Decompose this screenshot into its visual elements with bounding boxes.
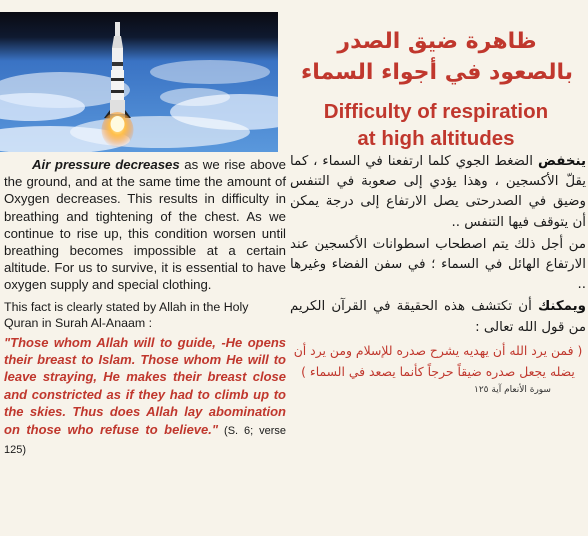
- english-title-line1: Difficulty of respiration: [323, 100, 549, 123]
- english-column: [4, 156, 286, 459]
- english-quote-text: "Those whom Allah will to guide, -He opens their breast to Islam. Those whom He will to leave straying, He makes their breast close and constricted as if they had to climb up to the skies. Thus does Allah lay abomination on those who refuse to believe.": [4, 334, 286, 437]
- english-quote: [4, 334, 286, 460]
- english-reference: (S. 6; verse 125): [4, 424, 286, 457]
- arabic-column: [290, 152, 586, 395]
- arabic-paragraph-3-body: أن تكتشف هذه الحقيقة في القرآن الكريم من قول الله تعالى :: [290, 299, 586, 335]
- rocket-photo: [0, 12, 278, 152]
- arabic-paragraph-1: [290, 152, 586, 233]
- arabic-paragraph-1-lead: ينخفض: [537, 154, 586, 169]
- arabic-quote: ( فمن يرد الله أن يهديه يشرح صدره للإسلام ومن يرد أن يضله يجعل صدره ضيقاً حرجاً كأنما يصعد في السماء ): [293, 342, 583, 380]
- arabic-title: [292, 26, 582, 88]
- english-paragraph-1-body: as we rise above the ground, and at the same time the amount of Oxygen decreases. This results in difficulty in breathing and tightening of the chest. As we continue to rise up, this condition worsen until breathing becomes impossible at a certain altitude. For us to survive, it is essential to have oxygen supply and special clothing.: [4, 157, 286, 293]
- english-paragraph-1-lead: Air pressure decreases: [32, 157, 180, 172]
- english-paragraph-1: [4, 156, 286, 294]
- arabic-title-line2: بالصعود في أجواء السماء: [300, 60, 574, 85]
- english-title-line2: at high altitudes: [357, 127, 515, 150]
- arabic-paragraph-3: [290, 297, 586, 337]
- english-paragraph-2: This fact is clearly stated by Allah in the Holy Quran in Surah Al-Anaam :: [4, 299, 249, 331]
- arabic-paragraph-1-body: الضغط الجوي كلما ارتفعنا في السماء ، كما يقلّ الأكسجين ، وهذا يؤدي إلى صعوبة في التنفس وضيق في الصدرحتى يصل الارتفاع إلى درجة يمكن أن يتوقف فيها التنفس ..: [290, 154, 586, 230]
- rocket-illustration: [0, 12, 278, 152]
- arabic-paragraph-2: من أجل ذلك يتم اصطحاب اسطوانات الأكسجين عند الارتفاع الهائل في السماء ؛ في سفن الفضاء وغيرها ..: [290, 236, 586, 293]
- arabic-reference: سورة الأنعام آية ١٢٥: [474, 384, 551, 395]
- arabic-paragraph-3-lead: ويمكنك: [537, 299, 586, 315]
- arabic-title-line1: ظاهرة ضيق الصدر: [337, 29, 537, 54]
- english-title: [286, 98, 586, 152]
